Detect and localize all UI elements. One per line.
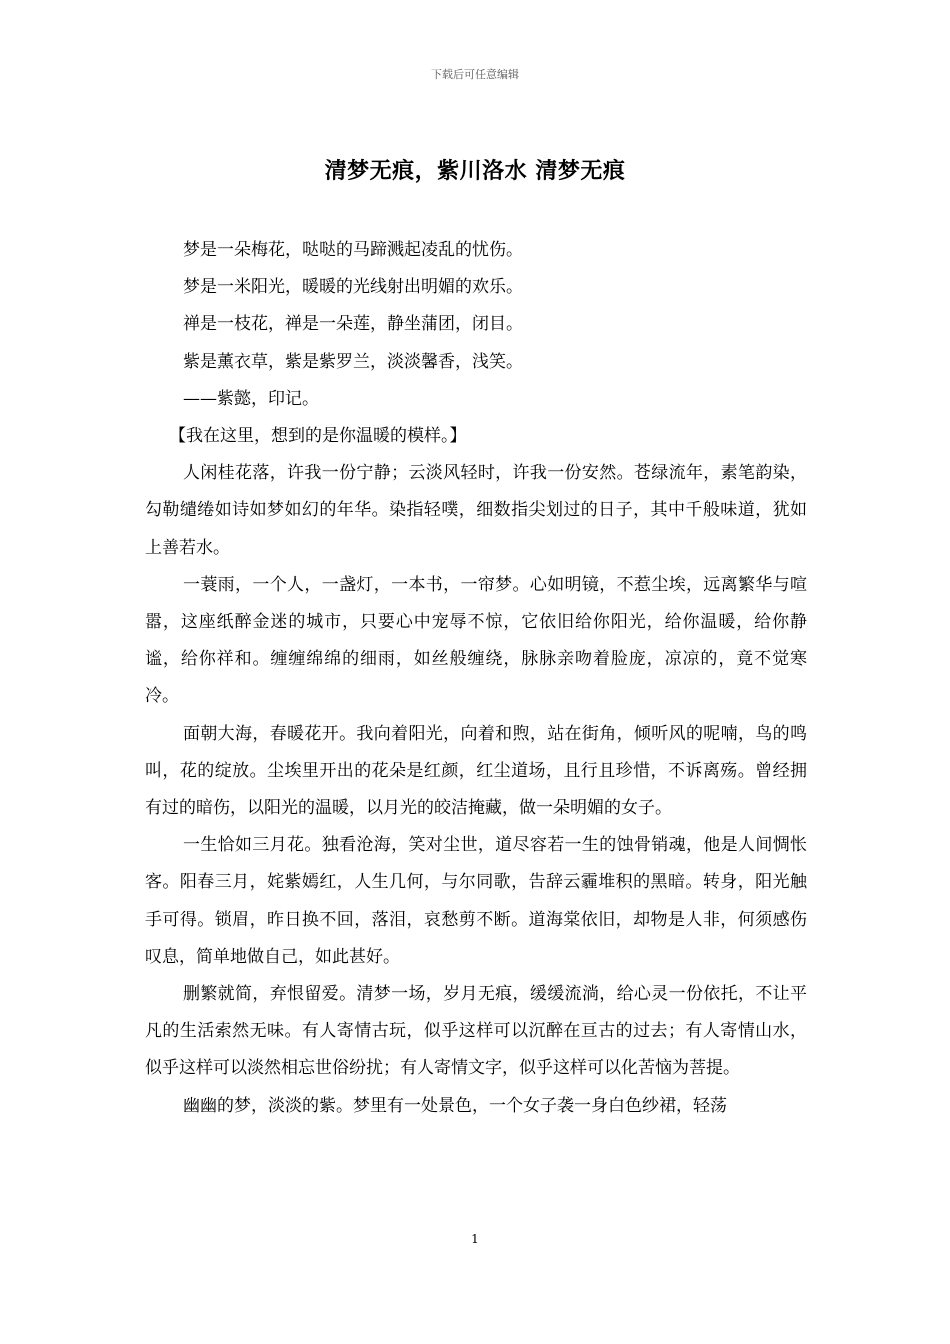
page-number: 1 <box>471 1232 479 1246</box>
paragraph: 禅是一枝花，禅是一朵莲，静坐蒲团，闭目。 <box>183 314 523 335</box>
paragraph: ——紫懿，印记。 <box>183 388 319 409</box>
paragraph: 幽幽的梦，淡淡的紫。梦里有一处景色，一个女子袭一身白色纱裙，轻荡 <box>183 1095 727 1116</box>
paragraph: 【我在这里，想到的是你温暖的模样。】 <box>169 426 467 447</box>
paragraph: 一生恰如三月花。独看沧海，笑对尘世，道尽容若一生的蚀骨销魂，他是人间惆怅客。阳春三月，姹紫嫣红，人生几何，与尔同歌，告辞云霾堆积的黑暗。转身，阳光触手可得。锁眉，昨日换不回，落泪，哀愁剪不断。道海棠依旧，却物是人非，何须感伤叹息，简单地做自己，如此甚好。 <box>145 835 807 967</box>
document-body <box>145 232 807 1125</box>
paragraph: 面朝大海，春暖花开。我向着阳光，向着和煦，站在街角，倾听风的呢喃，鸟的鸣叫，花的绽放。尘埃里开出的花朵是红颜，红尘道场，且行且珍惜，不诉离殇。曾经拥有过的暗伤，以阳光的温暖，以月光的皎洁掩藏，做一朵明媚的女子。 <box>145 723 807 819</box>
paragraph: 梦是一朵梅花，哒哒的马蹄溅起凌乱的忧伤。 <box>183 240 523 260</box>
paragraph: 一蓑雨，一个人，一盏灯，一本书，一帘梦。心如明镜，不惹尘埃，远离繁华与喧嚣，这座纸醉金迷的城市，只要心中宠辱不惊，它依旧给你阳光，给你温暖，给你静谧，给你祥和。缠缠绵绵的细雨，如丝般缠绕，脉脉亲吻着脸庞，凉凉的，竟不觉寒冷。 <box>145 574 807 707</box>
document-title: 清梦无痕，紫川洛水 清梦无痕 <box>324 158 626 184</box>
paragraph: 人闲桂花落，许我一份宁静；云淡风轻时，许我一份安然。苍绿流年，素笔韵染，勾勒缱绻如诗如梦如幻的年华。染指轻噗，细数指尖划过的日子，其中千般味道，犹如上善若水。 <box>145 463 807 558</box>
paragraph: 紫是薰衣草，紫是紫罗兰，淡淡馨香，浅笑。 <box>183 351 523 372</box>
paragraph: 删繁就简，弃恨留爱。清梦一场，岁月无痕，缓缓流淌，给心灵一份依托，不让平凡的生活索然无味。有人寄情古玩，似乎这样可以沉醉在亘古的过去；有人寄情山水，似乎这样可以淡然相忘世俗纷扰；有人寄情文字，似乎这样可以化苦恼为菩提。 <box>145 984 807 1079</box>
paragraph: 梦是一米阳光，暖暖的光线射出明媚的欢乐。 <box>183 277 523 298</box>
page-header: 下载后可任意编辑 <box>431 68 519 81</box>
